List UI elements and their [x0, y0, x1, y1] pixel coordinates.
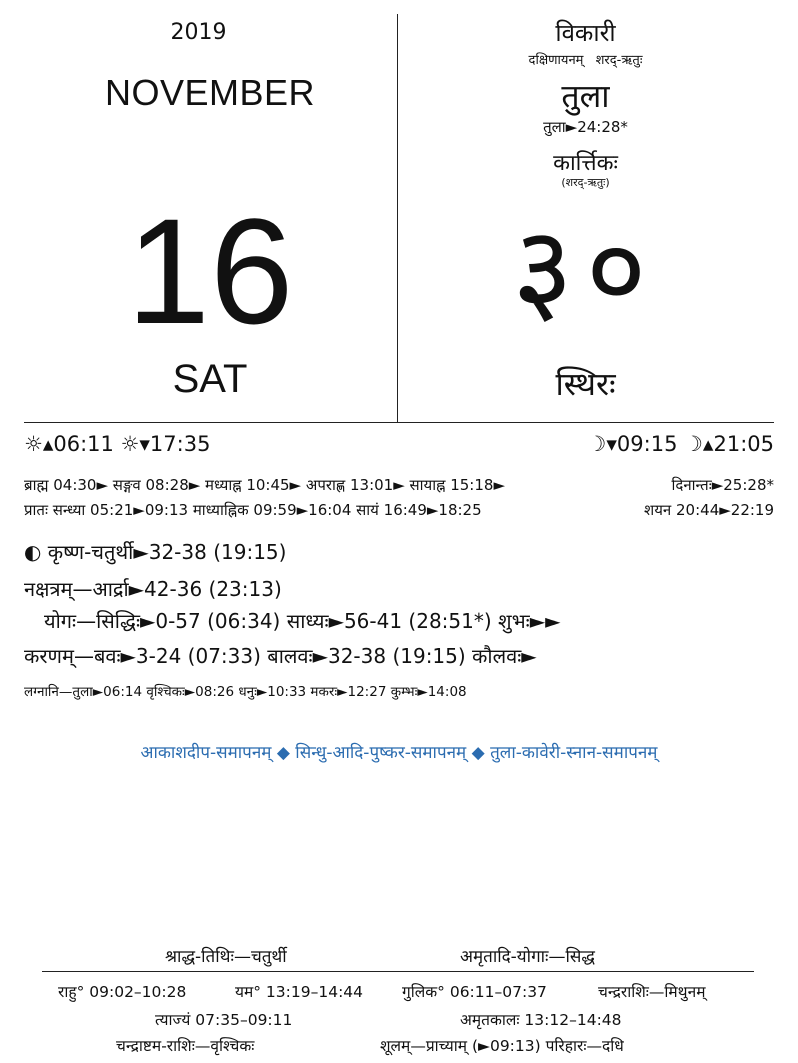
chandrashtama: चन्द्राष्टम-राशिः—वृश्चिकः	[116, 1037, 255, 1055]
day-divisions: ब्राह्म 04:30► सङ्गव 08:28► मध्याह्न 10:45► अपराह्ण 13:01► सायाह्न 15:18►	[24, 476, 505, 494]
solar-rashi-time: तुला►24:28*	[543, 118, 628, 136]
shayana: शयन 20:44►22:19	[644, 501, 774, 519]
ayana-ritu: दक्षिणायनम् शरद्-ऋतुः	[528, 53, 643, 68]
weekday: SAT	[172, 357, 248, 401]
yama-ganda: यम° 13:19–14:44	[235, 983, 364, 1001]
shraddha-tithi: श्राद्ध-तिथिः—चतुर्थी	[165, 947, 287, 967]
shoola: शूलम्—प्राच्याम् (►09:13) परिहारः—दधि	[380, 1037, 624, 1055]
gulika-kala: गुलिक° 06:11–07:37	[402, 983, 547, 1001]
header-divider	[24, 422, 774, 423]
masa-ritu: (शरद्-ऋतुः)	[561, 176, 610, 189]
sandhya-times: प्रातः सन्ध्या 05:21►09:13 माध्याह्निक 09:59►16:04 सायं 16:49►18:25	[24, 501, 482, 519]
rahu-kala: राहु° 09:02–10:28	[58, 983, 187, 1001]
amrita-kala: अमृतकालः 13:12–14:48	[460, 1011, 622, 1029]
day-number: 16	[126, 187, 294, 355]
samvatsara: विकारी	[555, 19, 616, 47]
month: NOVEMBER	[104, 72, 316, 113]
solar-rashi: तुला	[561, 77, 610, 115]
yoga-line: योगः—सिद्धिः►0-57 (06:34) साध्यः►56-41 (28:51*) शुभः►►	[44, 609, 561, 633]
moonset-moonrise: ☽▾09:15 ☽▴21:05	[587, 432, 774, 456]
sunrise-sunset: ☼▴06:11 ☼▾17:35	[24, 432, 211, 456]
masa: कार्त्तिकः	[553, 151, 618, 176]
amrtadi-yoga: अमृतादि-योगाः—सिद्ध	[460, 947, 595, 967]
vara: स्थिरः	[555, 365, 616, 403]
festivals: आकाशदीप-समापनम् ◆ सिन्धु-आदि-पुष्कर-समापनम् ◆ तुला-कावेरी-स्नान-समापनम्	[140, 743, 658, 763]
tithi-number: ३०	[512, 200, 659, 338]
year: 2019	[170, 20, 227, 45]
footer-divider	[42, 971, 754, 972]
chandra-rashi: चन्द्रराशिः—मिथुनम्	[598, 983, 706, 1001]
lagna-line: लग्नानि—तुला►06:14 वृश्चिकः►08:26 धनुः►10:33 मकरः►12:27 कुम्भः►14:08	[24, 684, 467, 700]
nakshatra-line: नक्षत्रम्—आर्द्रा►42-36 (23:13)	[24, 577, 282, 601]
dinanta: दिनान्तः►25:28*	[671, 476, 774, 494]
karana-line: करणम्—बवः►3-24 (07:33) बालवः►32-38 (19:15) कौलवः►	[24, 644, 537, 668]
tyajya: त्याज्यं 07:35–09:11	[155, 1011, 293, 1029]
tithi-line: ◐ कृष्ण-चतुर्थी►32-38 (19:15)	[24, 540, 287, 564]
